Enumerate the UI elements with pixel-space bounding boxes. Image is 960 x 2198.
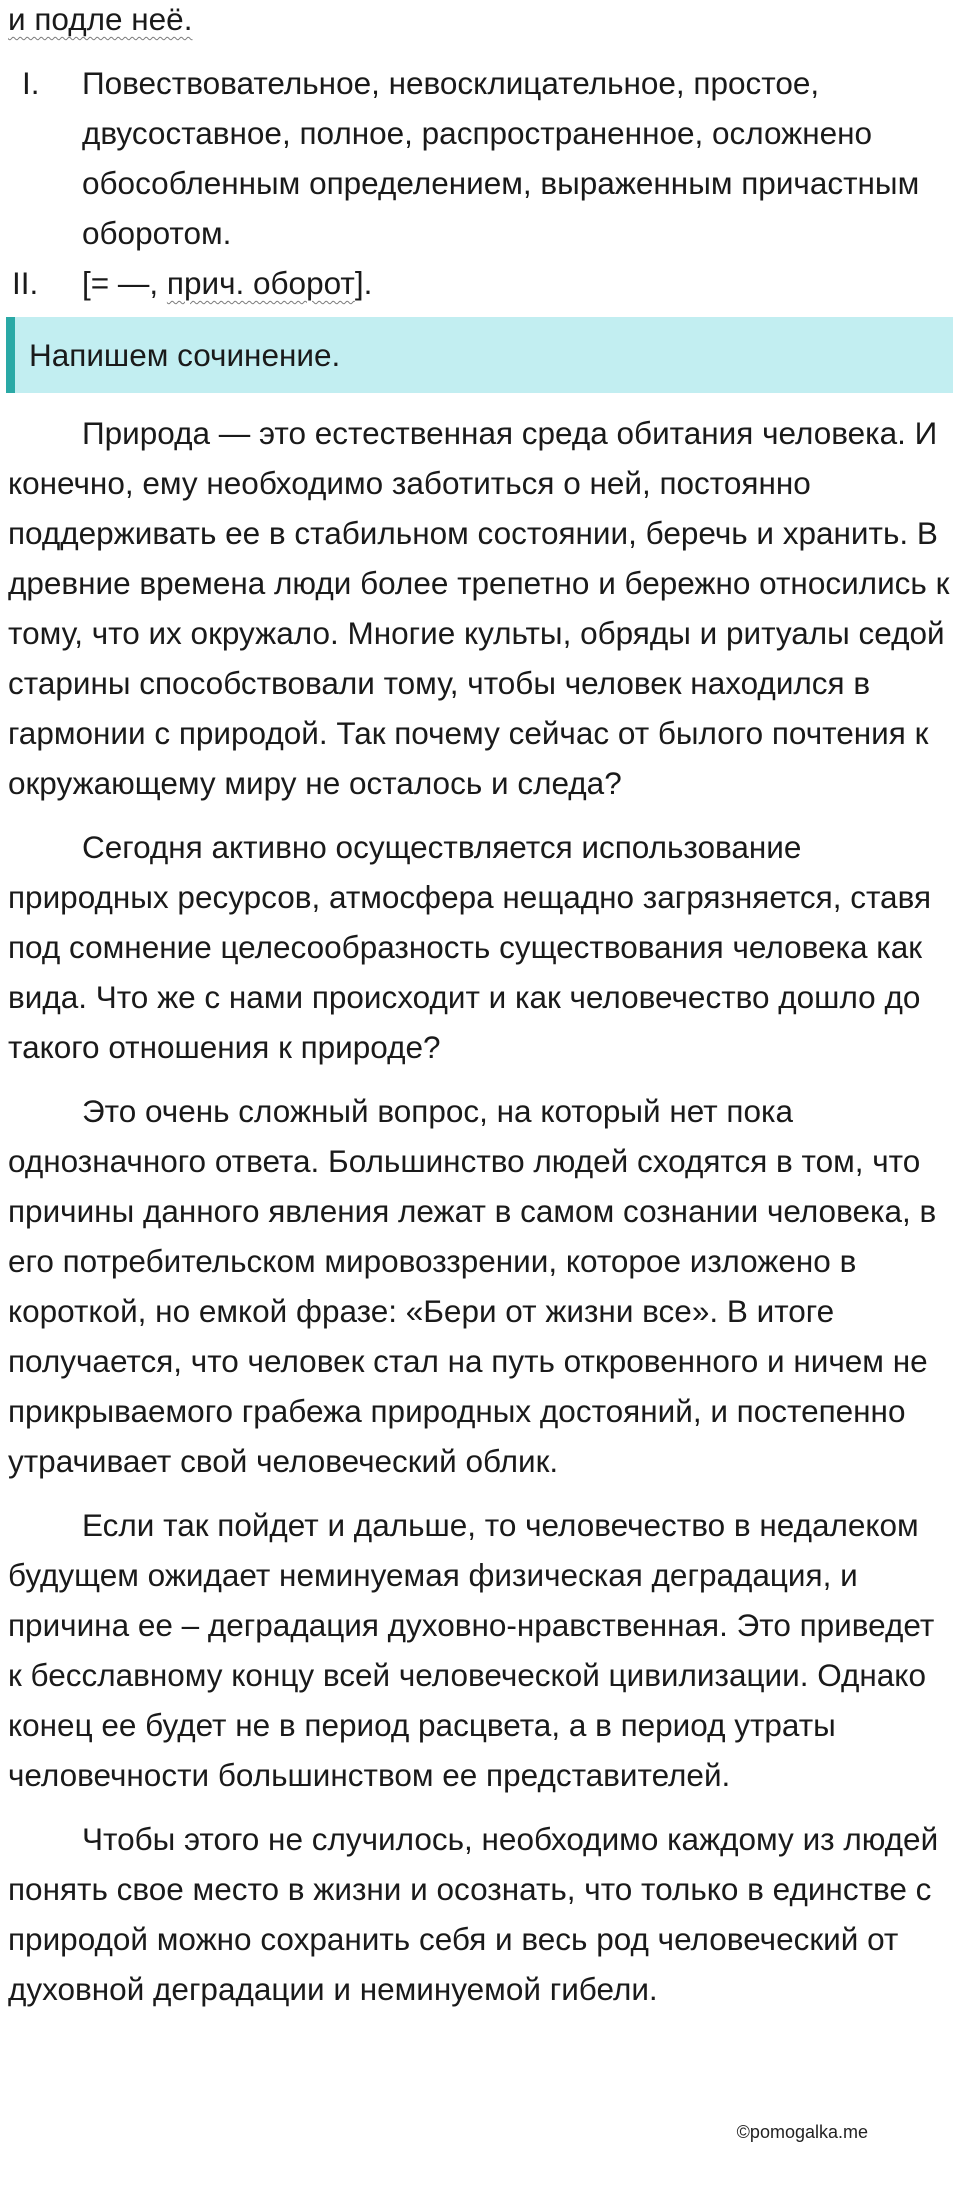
scheme-prefix: [= —, (82, 265, 167, 301)
essay-paragraph: Чтобы этого не случилось, необходимо каждому из людей понять свое место в жизни и осознать, что только в единстве с природой можно сохранить себя и весь род человеческий от духовной деградации и неминуемой гибели. (8, 1821, 939, 2007)
roman-numeral-marker: I. (22, 65, 40, 101)
analysis-item-text: Повествовательное, невосклицательное, простое, двусоставное, полное, распространенное, осложнено обособленным определением, выраженным причастным оборотом. (82, 65, 920, 251)
previous-sentence-end (8, 0, 192, 44)
essay-paragraph: Сегодня активно осуществляется использование природных ресурсов, атмосфера нещадно загрязняется, ставя под сомнение целесообразность существования человека как вида. Что же с нами происходит и как человечество дошло до такого отношения к природе? (8, 829, 932, 1065)
watermark: ©pomogalka.me (736, 2122, 868, 2142)
scheme-suffix: ]. (354, 265, 373, 301)
previous-sentence-text: и подле неё. (8, 1, 193, 37)
analysis-item (0, 258, 960, 308)
scheme-participial-phrase: прич. оборот (166, 265, 355, 301)
sentence-analysis-list (0, 58, 960, 308)
section-banner (6, 317, 953, 393)
sentence-scheme (82, 258, 960, 308)
essay-paragraph: Природа — это естественная среда обитания человека. И конечно, ему необходимо заботиться о ней, постоянно поддерживать ее в стабильном состоянии, беречь и хранить. В древние времена люди более трепетно и бережно относились к тому, что их окружало. Многие культы, обряды и ритуалы седой старины способствовали тому, чтобы человек находился в гармонии с природой. Так почему сейчас от былого почтения к окружающему миру не осталось и следа? (8, 415, 950, 801)
essay-body (8, 408, 953, 2028)
analysis-item (0, 58, 960, 258)
roman-numeral-marker: II. (12, 265, 39, 301)
essay-paragraph: Это очень сложный вопрос, на который нет пока однозначного ответа. Большинство людей сходятся в том, что причины данного явления лежат в самом сознании человека, в его потребительском мировоззрении, которое изложено в короткой, но емкой фразе: «Бери от жизни все». В итоге получается, что человек стал на путь откровенного и ничем не прикрываемого грабежа природных достояний, и постепенно утрачивает свой человеческий облик. (8, 1093, 937, 1479)
section-banner-title: Напишем сочинение. (29, 337, 341, 373)
essay-paragraph: Если так пойдет и дальше, то человечество в недалеком будущем ожидает неминуемая физическая деградация, и причина ее – деградация духовно-нравственная. Это приведет к бесславному концу всей человеческой цивилизации. Однако конец ее будет не в период расцвета, а в период утраты человечности большинством ее представителей. (8, 1507, 935, 1793)
